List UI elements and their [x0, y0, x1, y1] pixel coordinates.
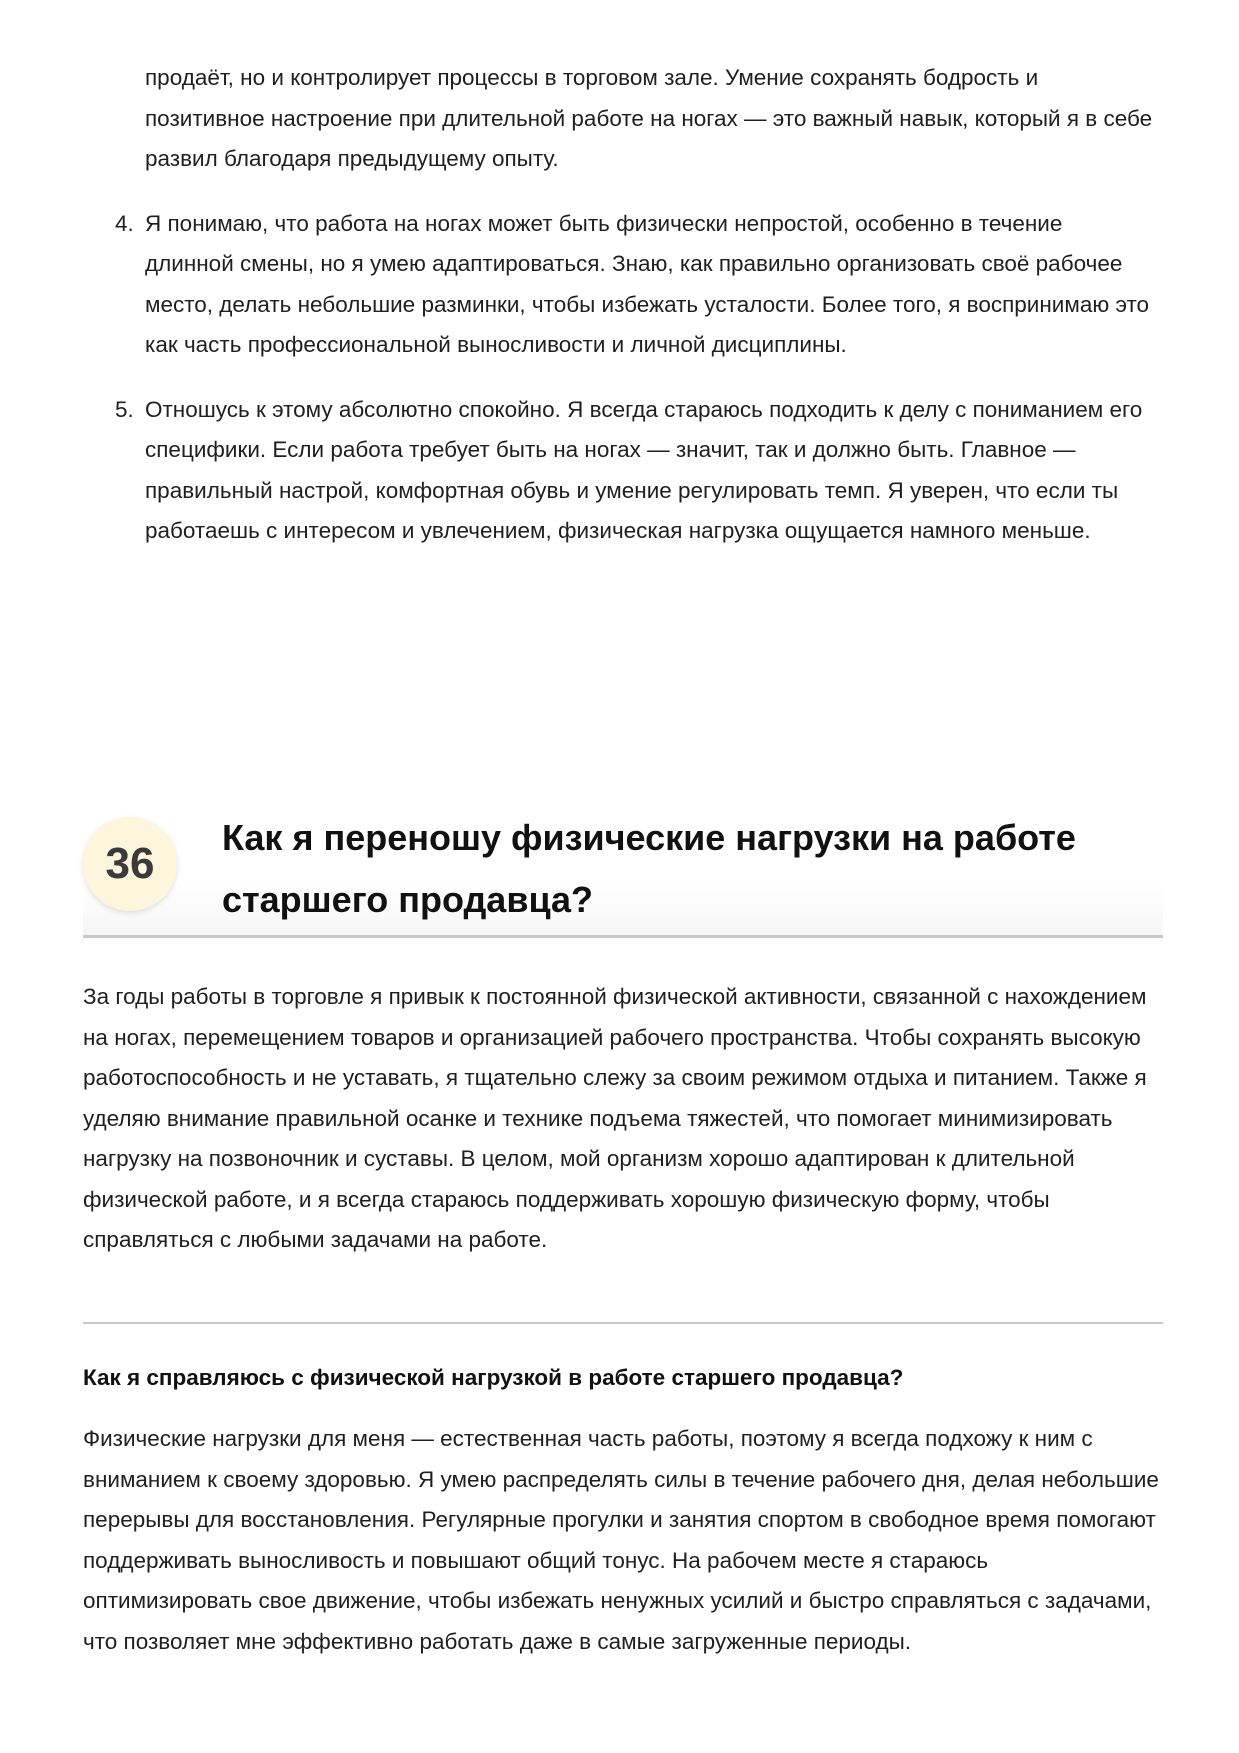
list-item-text: Я понимаю, что работа на ногах может быть физически непростой, особенно в течение длинной смены, но я умею адаптироваться. Знаю, как правильно организовать своё рабочее место, делать небольшие разминки, чтобы избежать усталости. Более того, я воспринимаю это как часть профессиональной выносливости и личной дисциплины.	[145, 210, 1150, 357]
answer-paragraph: Физические нагрузки для меня — естественная часть работы, поэтому я всегда подхожу к ним с вниманием к своему здоровью. Я умею распределять силы в течение рабочего дня, делая небольшие перерывы для восстановления. Регулярные прогулки и занятия спортом в свободное время помогают поддерживать выносливость и повышают общий тонус. На рабочем месте я стараюсь оптимизировать свое движение, чтобы избежать ненужных усилий и быстро справляться с задачами, что позволяет мне эффективно работать даже в самые загруженные периоды.	[83, 1426, 1159, 1654]
answer-variants-list	[115, 58, 1155, 576]
list-item	[115, 204, 1155, 366]
list-item-number: 4.	[115, 210, 134, 236]
list-item-text: продаёт, но и контролирует процессы в торговом зале. Умение сохранять бодрость и позитивное настроение при длительной работе на ногах — это важный навык, который я в себе развил благодаря предыдущему опыту.	[145, 65, 1153, 171]
question-header	[83, 805, 1163, 938]
list-item-text: Отношусь к этому абсолютно спокойно. Я всегда стараюсь подходить к делу с пониманием его специфики. Если работа требует быть на ногах — значит, так и должно быть. Главное — правильный настрой, комфортная обувь и умение регулировать темп. Я уверен, что если ты работаешь с интересом и увлечением, физическая нагрузка ощущается намного меньше.	[145, 396, 1143, 543]
question-title: Как я переношу физические нагрузки на работе старшего продавца?	[222, 817, 1076, 920]
list-item	[115, 390, 1155, 552]
list-item-number: 5.	[115, 396, 134, 422]
question-intro-paragraph: За годы работы в торговле я привык к постоянной физической активности, связанной с нахождением на ногах, перемещением товаров и организацией рабочего пространства. Чтобы сохранять высокую работоспособность и не уставать, я тщательно слежу за своим режимом отдыха и питанием. Также я уделяю внимание правильной осанке и технике подъема тяжестей, что помогает минимизировать нагрузку на позвоночник и суставы. В целом, мой организм хорошо адаптирован к длительной физической работе, и я всегда стараюсь поддерживать хорошую физическую форму, чтобы справляться с любыми задачами на работе.	[83, 984, 1147, 1252]
question-number-badge: 36	[83, 817, 177, 911]
answer-subheading: Как я справляюсь с физической нагрузкой в работе старшего продавца?	[83, 1365, 904, 1390]
list-item	[145, 58, 1155, 180]
section-divider	[83, 1322, 1163, 1324]
